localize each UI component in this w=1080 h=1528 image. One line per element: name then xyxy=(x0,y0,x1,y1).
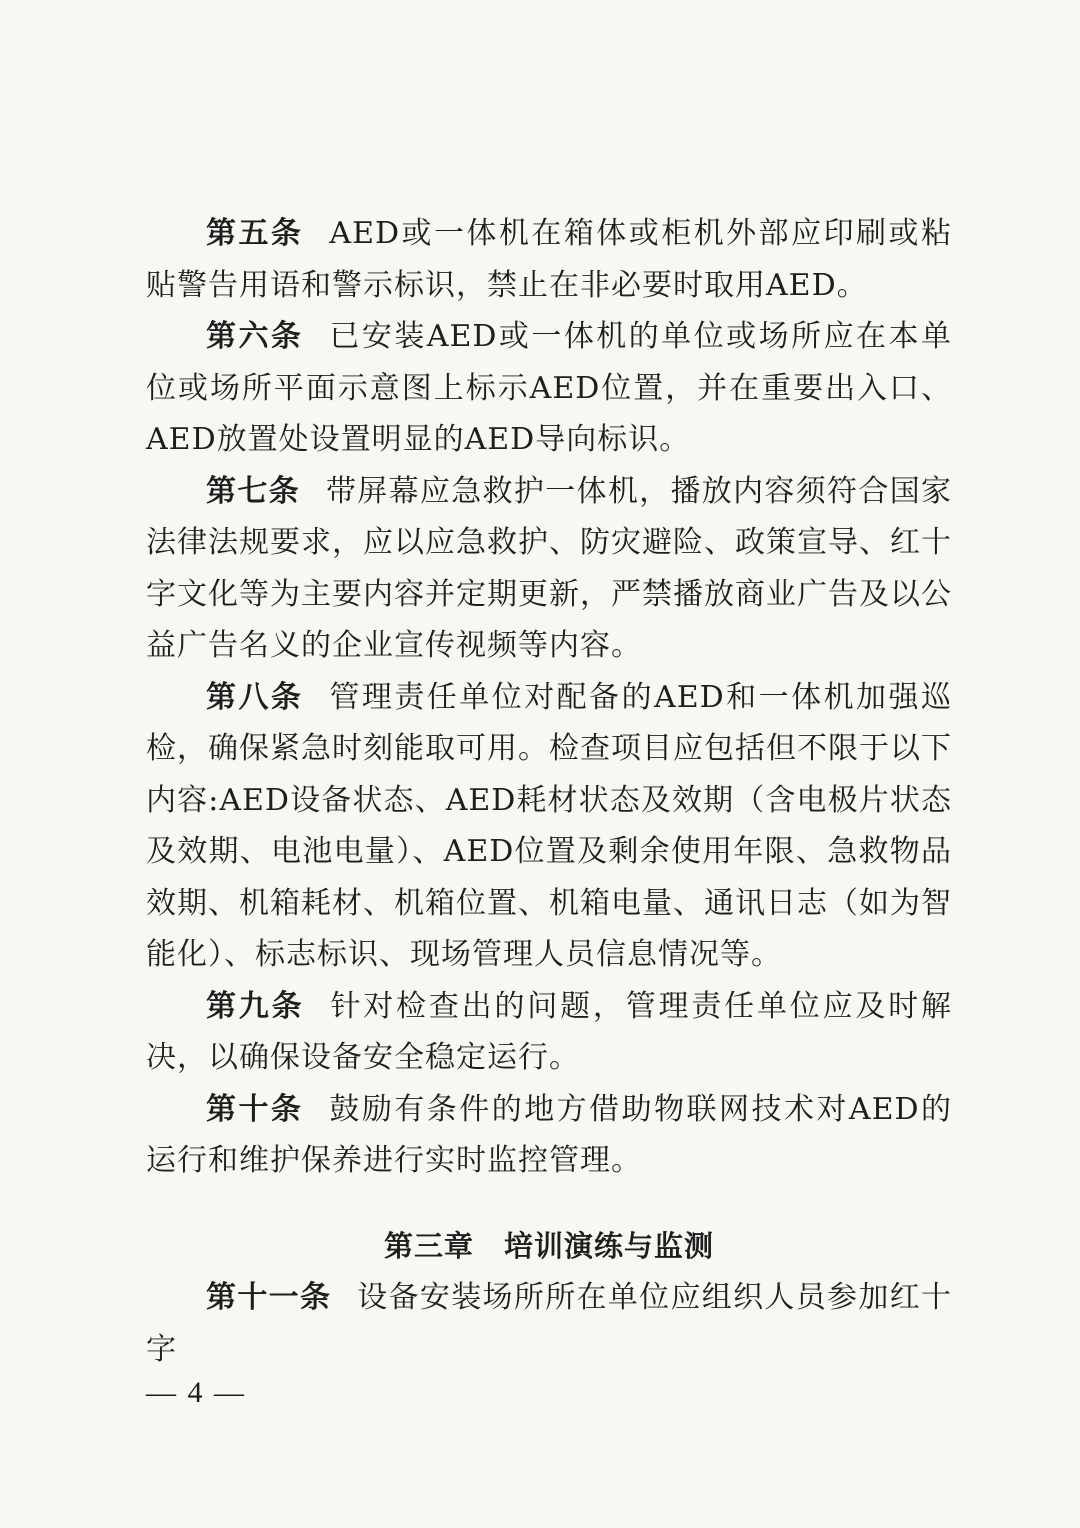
article-text: 管理责任单位对配备的AED和一体机加强巡检，确保紧急时刻能取可用。检查项目应包括但不限于以下内容:AED设备状态、AED耗材状态及效期（含电极片状态及效期、电池电量）、AED位置及剩余使用年限、急救物品效期、机箱耗材、机箱位置、机箱电量、通讯日志（如为智能化）、标志标识、现场管理人员信息情况等。 xyxy=(146,679,952,972)
article-6 xyxy=(146,311,952,466)
article-label: 第十条 xyxy=(206,1091,304,1127)
article-text: 设备安装场所所在单位应组织人员参加红十字 xyxy=(146,1280,953,1367)
article-text: 带屏幕应急救护一体机，播放内容须符合国家法律法规要求，应以应急救护、防灾避险、政策宣导、红十字文化等为主要内容并定期更新，严禁播放商业广告及以公益广告名义的企业宣传视频等内容。 xyxy=(146,473,953,663)
article-text: 已安装AED或一体机的单位或场所应在本单位或场所平面示意图上标示AED位置，并在重要出入口、AED放置处设置明显的AED导向标识。 xyxy=(146,319,952,457)
article-label: 第六条 xyxy=(206,319,304,354)
article-label: 第八条 xyxy=(206,679,304,715)
article-label: 第五条 xyxy=(206,216,304,251)
page-number: — 4 — xyxy=(146,1376,246,1409)
article-11 xyxy=(146,1272,952,1375)
article-label: 第七条 xyxy=(206,473,300,509)
chapter-heading xyxy=(146,1221,952,1273)
chapter-title: 培训演练与监测 xyxy=(504,1228,715,1263)
article-text: 针对检查出的问题，管理责任单位应及时解决，以确保设备安全稳定运行。 xyxy=(146,988,953,1075)
article-8 xyxy=(146,672,952,981)
chapter-number: 第三章 xyxy=(383,1228,474,1263)
body-text xyxy=(146,208,952,1375)
article-10 xyxy=(146,1084,952,1187)
article-9 xyxy=(146,981,952,1084)
article-5 xyxy=(146,208,952,311)
article-text: 鼓励有条件的地方借助物联网技术对AED的运行和维护保养进行实时监控管理。 xyxy=(146,1091,952,1178)
article-label: 第九条 xyxy=(206,988,305,1024)
article-text: AED或一体机在箱体或柜机外部应印刷或粘贴警告用语和警示标识，禁止在非必要时取用AED。 xyxy=(146,216,952,303)
article-7 xyxy=(146,466,952,672)
article-label: 第十一条 xyxy=(206,1280,332,1315)
